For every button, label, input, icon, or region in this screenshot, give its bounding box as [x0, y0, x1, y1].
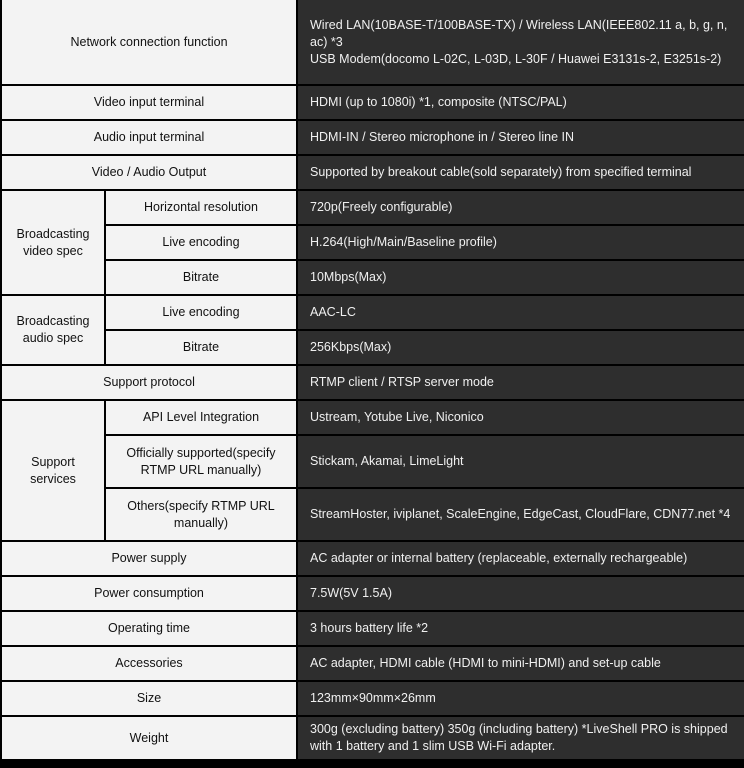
table-row	[2, 612, 744, 645]
row-value: Stickam, Akamai, LimeLight	[298, 436, 744, 487]
row-value: Supported by breakout cable(sold separately) from specified terminal	[298, 156, 744, 189]
table-row	[2, 647, 744, 680]
table-row	[2, 577, 744, 610]
row-label: Officially supported(specify RTMP URL manually)	[106, 436, 296, 487]
group-label: Support services	[2, 401, 104, 540]
group-label: Broadcasting video spec	[2, 191, 104, 294]
row-value: 7.5W(5V 1.5A)	[298, 577, 744, 610]
row-value: AAC-LC	[298, 296, 744, 329]
row-value: H.264(High/Main/Baseline profile)	[298, 226, 744, 259]
table-row	[2, 0, 744, 84]
row-value: 3 hours battery life *2	[298, 612, 744, 645]
table-row	[2, 226, 744, 259]
row-label: Audio input terminal	[2, 121, 296, 154]
row-value: AC adapter or internal battery (replaceable, externally rechargeable)	[298, 542, 744, 575]
row-label: Horizontal resolution	[106, 191, 296, 224]
row-value: 300g (excluding battery) 350g (including battery) *LiveShell PRO is shipped with 1 battery and 1 slim USB Wi-Fi adapter.	[298, 717, 744, 759]
row-value: 256Kbps(Max)	[298, 331, 744, 364]
table-row	[2, 401, 744, 434]
table-row	[2, 717, 744, 759]
row-label: Video input terminal	[2, 86, 296, 119]
row-label: Weight	[2, 717, 296, 759]
table-row	[2, 296, 744, 329]
row-label: Support protocol	[2, 366, 296, 399]
row-label: Bitrate	[106, 331, 296, 364]
table-row	[2, 489, 744, 540]
row-label: API Level Integration	[106, 401, 296, 434]
table-row	[2, 436, 744, 487]
group-label: Broadcasting audio spec	[2, 296, 104, 364]
row-label: Live encoding	[106, 296, 296, 329]
row-label: Others(specify RTMP URL manually)	[106, 489, 296, 540]
row-label: Operating time	[2, 612, 296, 645]
row-value: RTMP client / RTSP server mode	[298, 366, 744, 399]
table-row	[2, 121, 744, 154]
row-label: Live encoding	[106, 226, 296, 259]
row-label: Size	[2, 682, 296, 715]
table-row	[2, 86, 744, 119]
table-row	[2, 366, 744, 399]
row-label: Accessories	[2, 647, 296, 680]
row-value-text: Wired LAN(10BASE-T/100BASE-TX) / Wireless LAN(IEEE802.11 a, b, g, n, ac) *3 USB Modem(docomo L-02C, L-03D, L-30F / Huawei E3131s-2, E3251s-2)	[310, 17, 728, 66]
row-value: HDMI (up to 1080i) *1, composite (NTSC/PAL)	[298, 86, 744, 119]
table-row	[2, 261, 744, 294]
table-row	[2, 682, 744, 715]
row-value: 10Mbps(Max)	[298, 261, 744, 294]
table-row	[2, 156, 744, 189]
row-value: HDMI-IN / Stereo microphone in / Stereo line IN	[298, 121, 744, 154]
row-value: 720p(Freely configurable)	[298, 191, 744, 224]
table-row	[2, 191, 744, 224]
row-value: AC adapter, HDMI cable (HDMI to mini-HDMI) and set-up cable	[298, 647, 744, 680]
row-value: Ustream, Yotube Live, Niconico	[298, 401, 744, 434]
row-label: Power consumption	[2, 577, 296, 610]
row-label: Bitrate	[106, 261, 296, 294]
row-value: StreamHoster, iviplanet, ScaleEngine, EdgeCast, CloudFlare, CDN77.net *4	[298, 489, 744, 540]
row-label: Power supply	[2, 542, 296, 575]
row-label: Video / Audio Output	[2, 156, 296, 189]
row-value	[298, 0, 744, 84]
table-row	[2, 331, 744, 364]
row-value: 123mm×90mm×26mm	[298, 682, 744, 715]
table-row	[2, 542, 744, 575]
row-label: Network connection function	[2, 0, 296, 84]
